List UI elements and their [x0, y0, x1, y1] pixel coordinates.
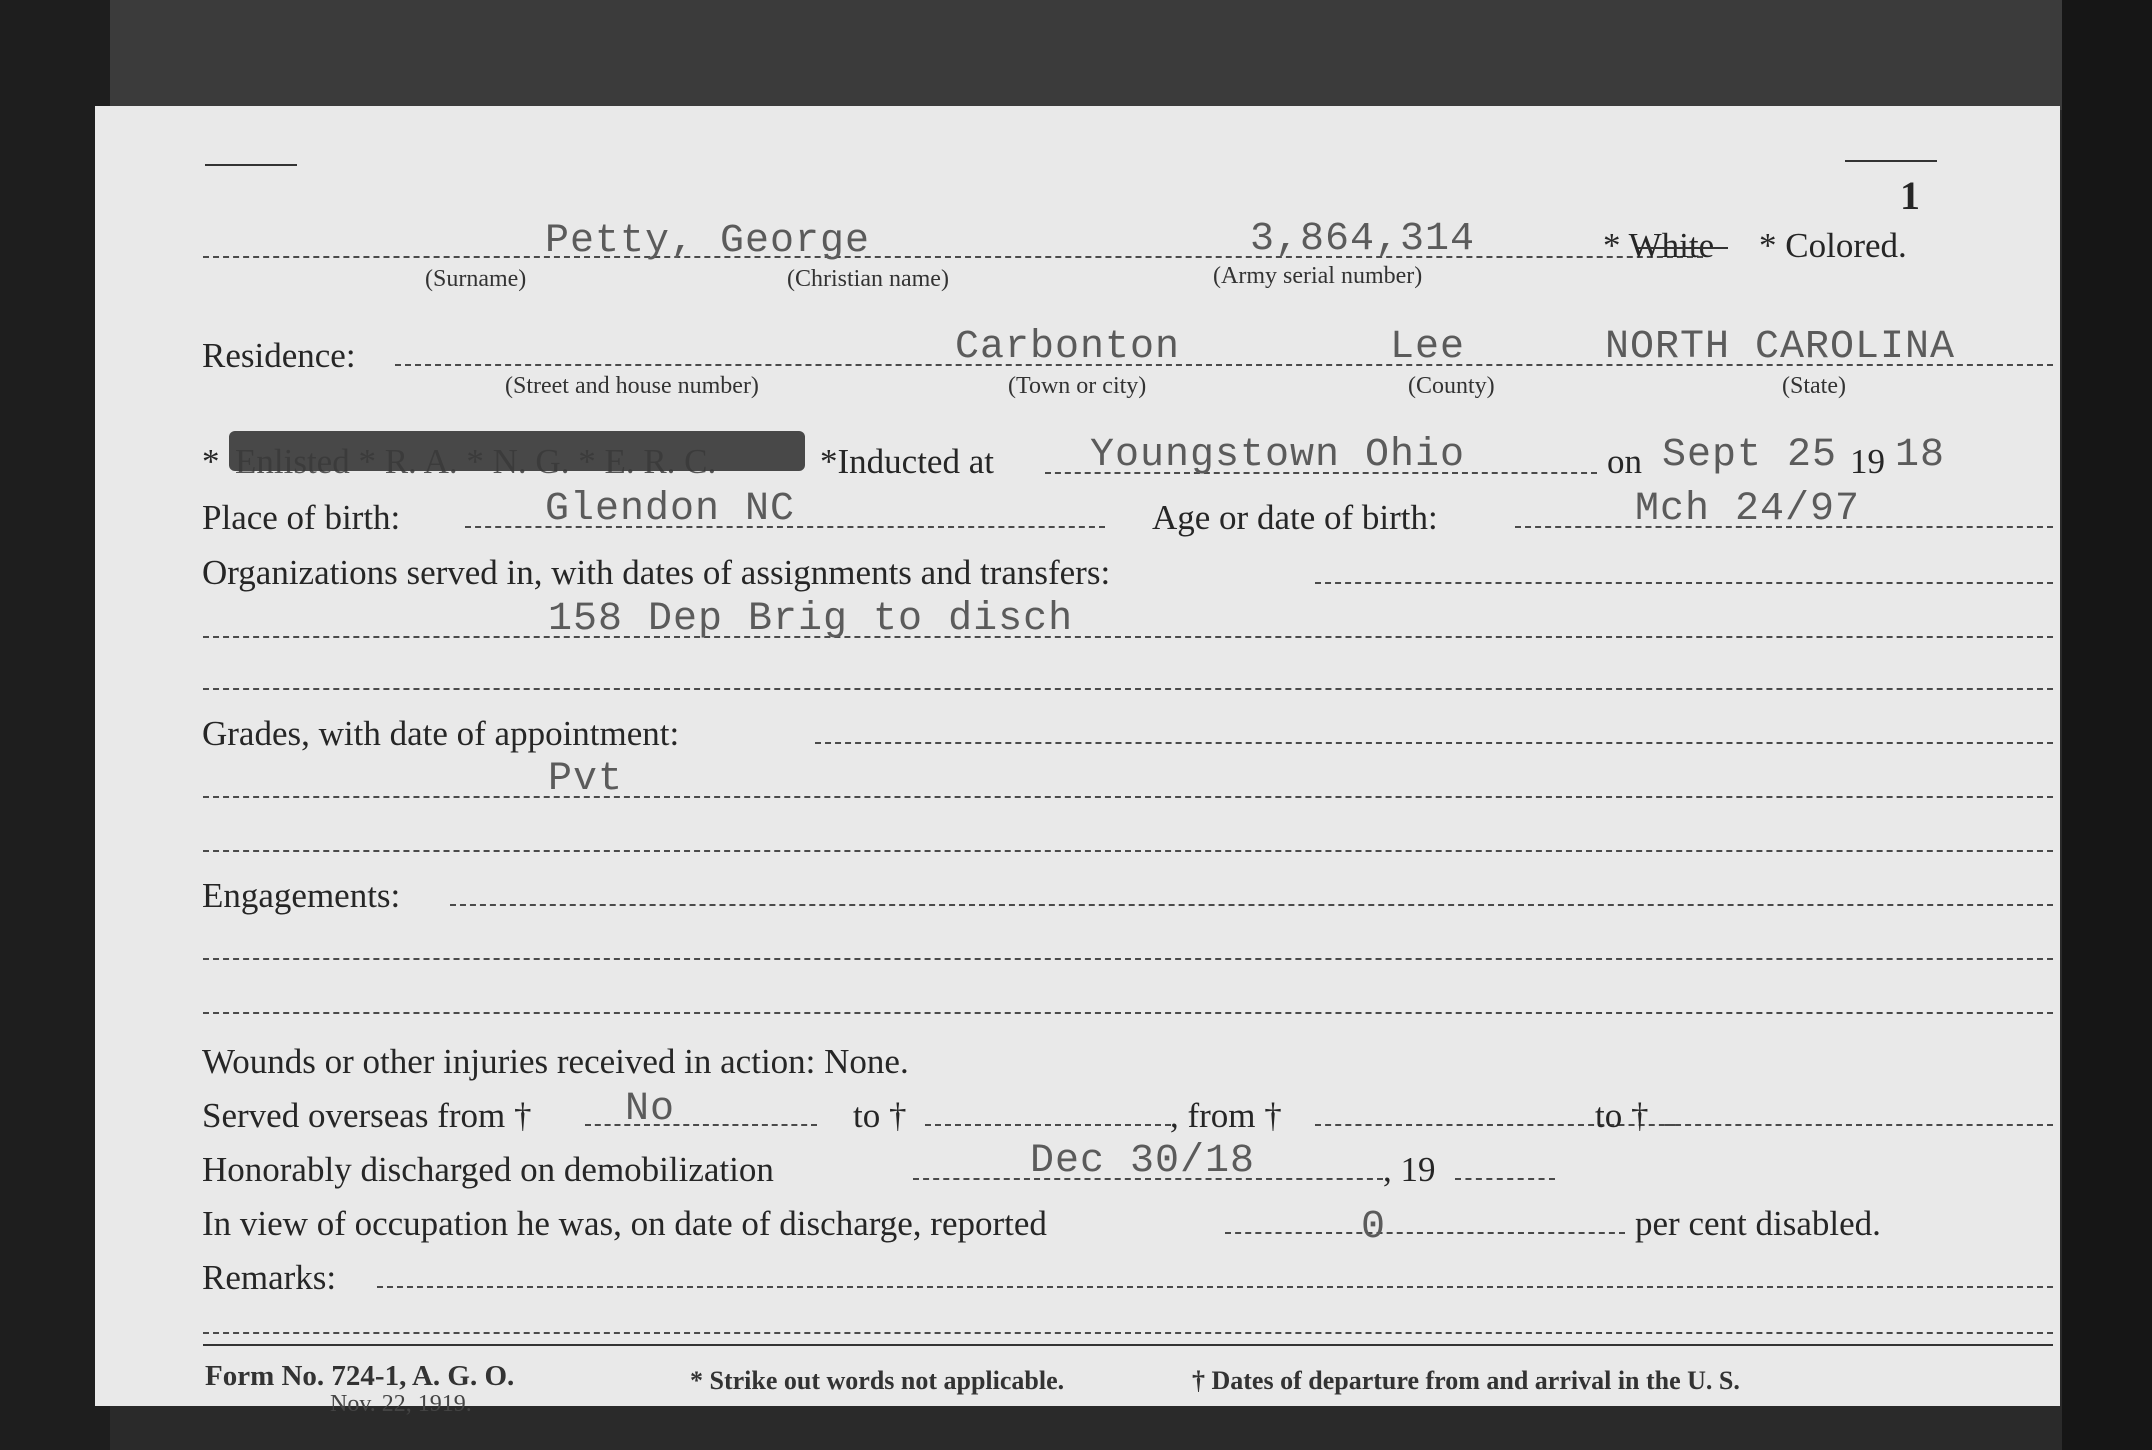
christian-name-caption: (Christian name) [787, 266, 949, 292]
grades-line-2 [203, 796, 2053, 798]
remarks-label: Remarks: [202, 1258, 337, 1297]
county-caption: (County) [1408, 373, 1495, 399]
card-number: 1 [1900, 173, 1920, 218]
street-caption: (Street and house number) [505, 373, 759, 399]
engagements-line-2 [203, 958, 2053, 960]
strike-out-note: * Strike out words not applicable. [690, 1366, 1065, 1395]
disability-value: 0 [1361, 1205, 1387, 1250]
grades-line-1 [815, 742, 2053, 744]
grades-line-3 [203, 850, 2053, 852]
overseas-to-line [925, 1124, 1171, 1126]
remarks-line-2 [203, 1332, 2053, 1334]
enlisted-redaction [229, 431, 805, 471]
form-number: Form No. 724-1, A. G. O. [205, 1360, 515, 1392]
service-record-card [95, 106, 2060, 1417]
organizations-line-3 [203, 688, 2053, 690]
surname-value: Petty, George [545, 219, 871, 264]
engagements-line-3 [203, 1012, 2053, 1014]
inducted-label: *Inducted at [820, 442, 994, 481]
induction-star: * [202, 442, 220, 481]
scan-background-left [0, 0, 110, 1450]
on-label: on [1607, 442, 1642, 481]
organizations-line-2 [203, 636, 2053, 638]
serial-number-caption: (Army serial number) [1213, 263, 1423, 289]
wounds-label: Wounds or other injuries received in action: None. [202, 1042, 909, 1081]
remarks-line-1 [377, 1286, 2053, 1288]
form-date: Nov. 22, 1919. [330, 1391, 472, 1417]
age-value: Mch 24/97 [1635, 487, 1861, 532]
place-of-birth-value: Glendon NC [545, 487, 796, 532]
surname-caption: (Surname) [425, 266, 527, 292]
overseas-to-label: to † [853, 1096, 907, 1135]
state-caption: (State) [1782, 373, 1846, 399]
footer-rule [203, 1344, 2053, 1346]
residence-label: Residence: [202, 336, 356, 375]
corner-rule-right [1845, 160, 1937, 162]
grades-value: Pvt [548, 757, 624, 802]
induction-year: 18 [1895, 433, 1946, 478]
age-label: Age or date of birth: [1152, 498, 1438, 537]
inducted-place: Youngstown Ohio [1090, 433, 1466, 478]
disability-label: In view of occupation he was, on date of discharge, reported [202, 1204, 1047, 1243]
serial-number-value: 3,864,314 [1250, 217, 1476, 262]
residence-county: Lee [1390, 325, 1466, 370]
disability-suffix: per cent disabled. [1635, 1204, 1881, 1243]
dates-note: † Dates of departure from and arrival in the U. S. [1192, 1366, 1740, 1395]
grades-label: Grades, with date of appointment: [202, 714, 680, 753]
name-line [203, 256, 1703, 258]
overseas-from-line [585, 1124, 817, 1126]
overseas-to2-label: to † [1595, 1096, 1649, 1135]
residence-state: NORTH CAROLINA [1605, 325, 1956, 370]
overseas-from-value: No [625, 1087, 676, 1132]
engagements-label: Engagements: [202, 876, 401, 915]
induction-century: 19 [1850, 442, 1885, 481]
scan-background-right [2062, 0, 2152, 1450]
engagements-line-1 [450, 904, 2053, 906]
colored-label: * Colored. [1759, 226, 1907, 265]
corner-rule-left [205, 164, 297, 166]
overseas-from2-label: , from † [1170, 1096, 1282, 1135]
organizations-line-1 [1315, 582, 2053, 584]
scan-background-top [0, 0, 2152, 110]
place-of-birth-label: Place of birth: [202, 498, 401, 537]
organizations-label: Organizations served in, with dates of assignments and transfers: [202, 553, 1111, 592]
discharge-year-line [1455, 1178, 1555, 1180]
discharge-year-label: , 19 [1383, 1150, 1436, 1189]
discharge-label: Honorably discharged on demobilization [202, 1150, 774, 1189]
induction-date: Sept 25 [1662, 433, 1838, 478]
town-caption: (Town or city) [1008, 373, 1147, 399]
white-label: * White [1603, 226, 1715, 265]
discharge-date: Dec 30/18 [1030, 1139, 1256, 1184]
overseas-to2-line [1665, 1124, 2053, 1126]
residence-town: Carbonton [955, 325, 1181, 370]
white-strikeout [1638, 247, 1728, 249]
disability-line [1225, 1232, 1625, 1234]
overseas-from-label: Served overseas from † [202, 1096, 532, 1135]
organizations-value: 158 Dep Brig to disch [548, 597, 1074, 642]
